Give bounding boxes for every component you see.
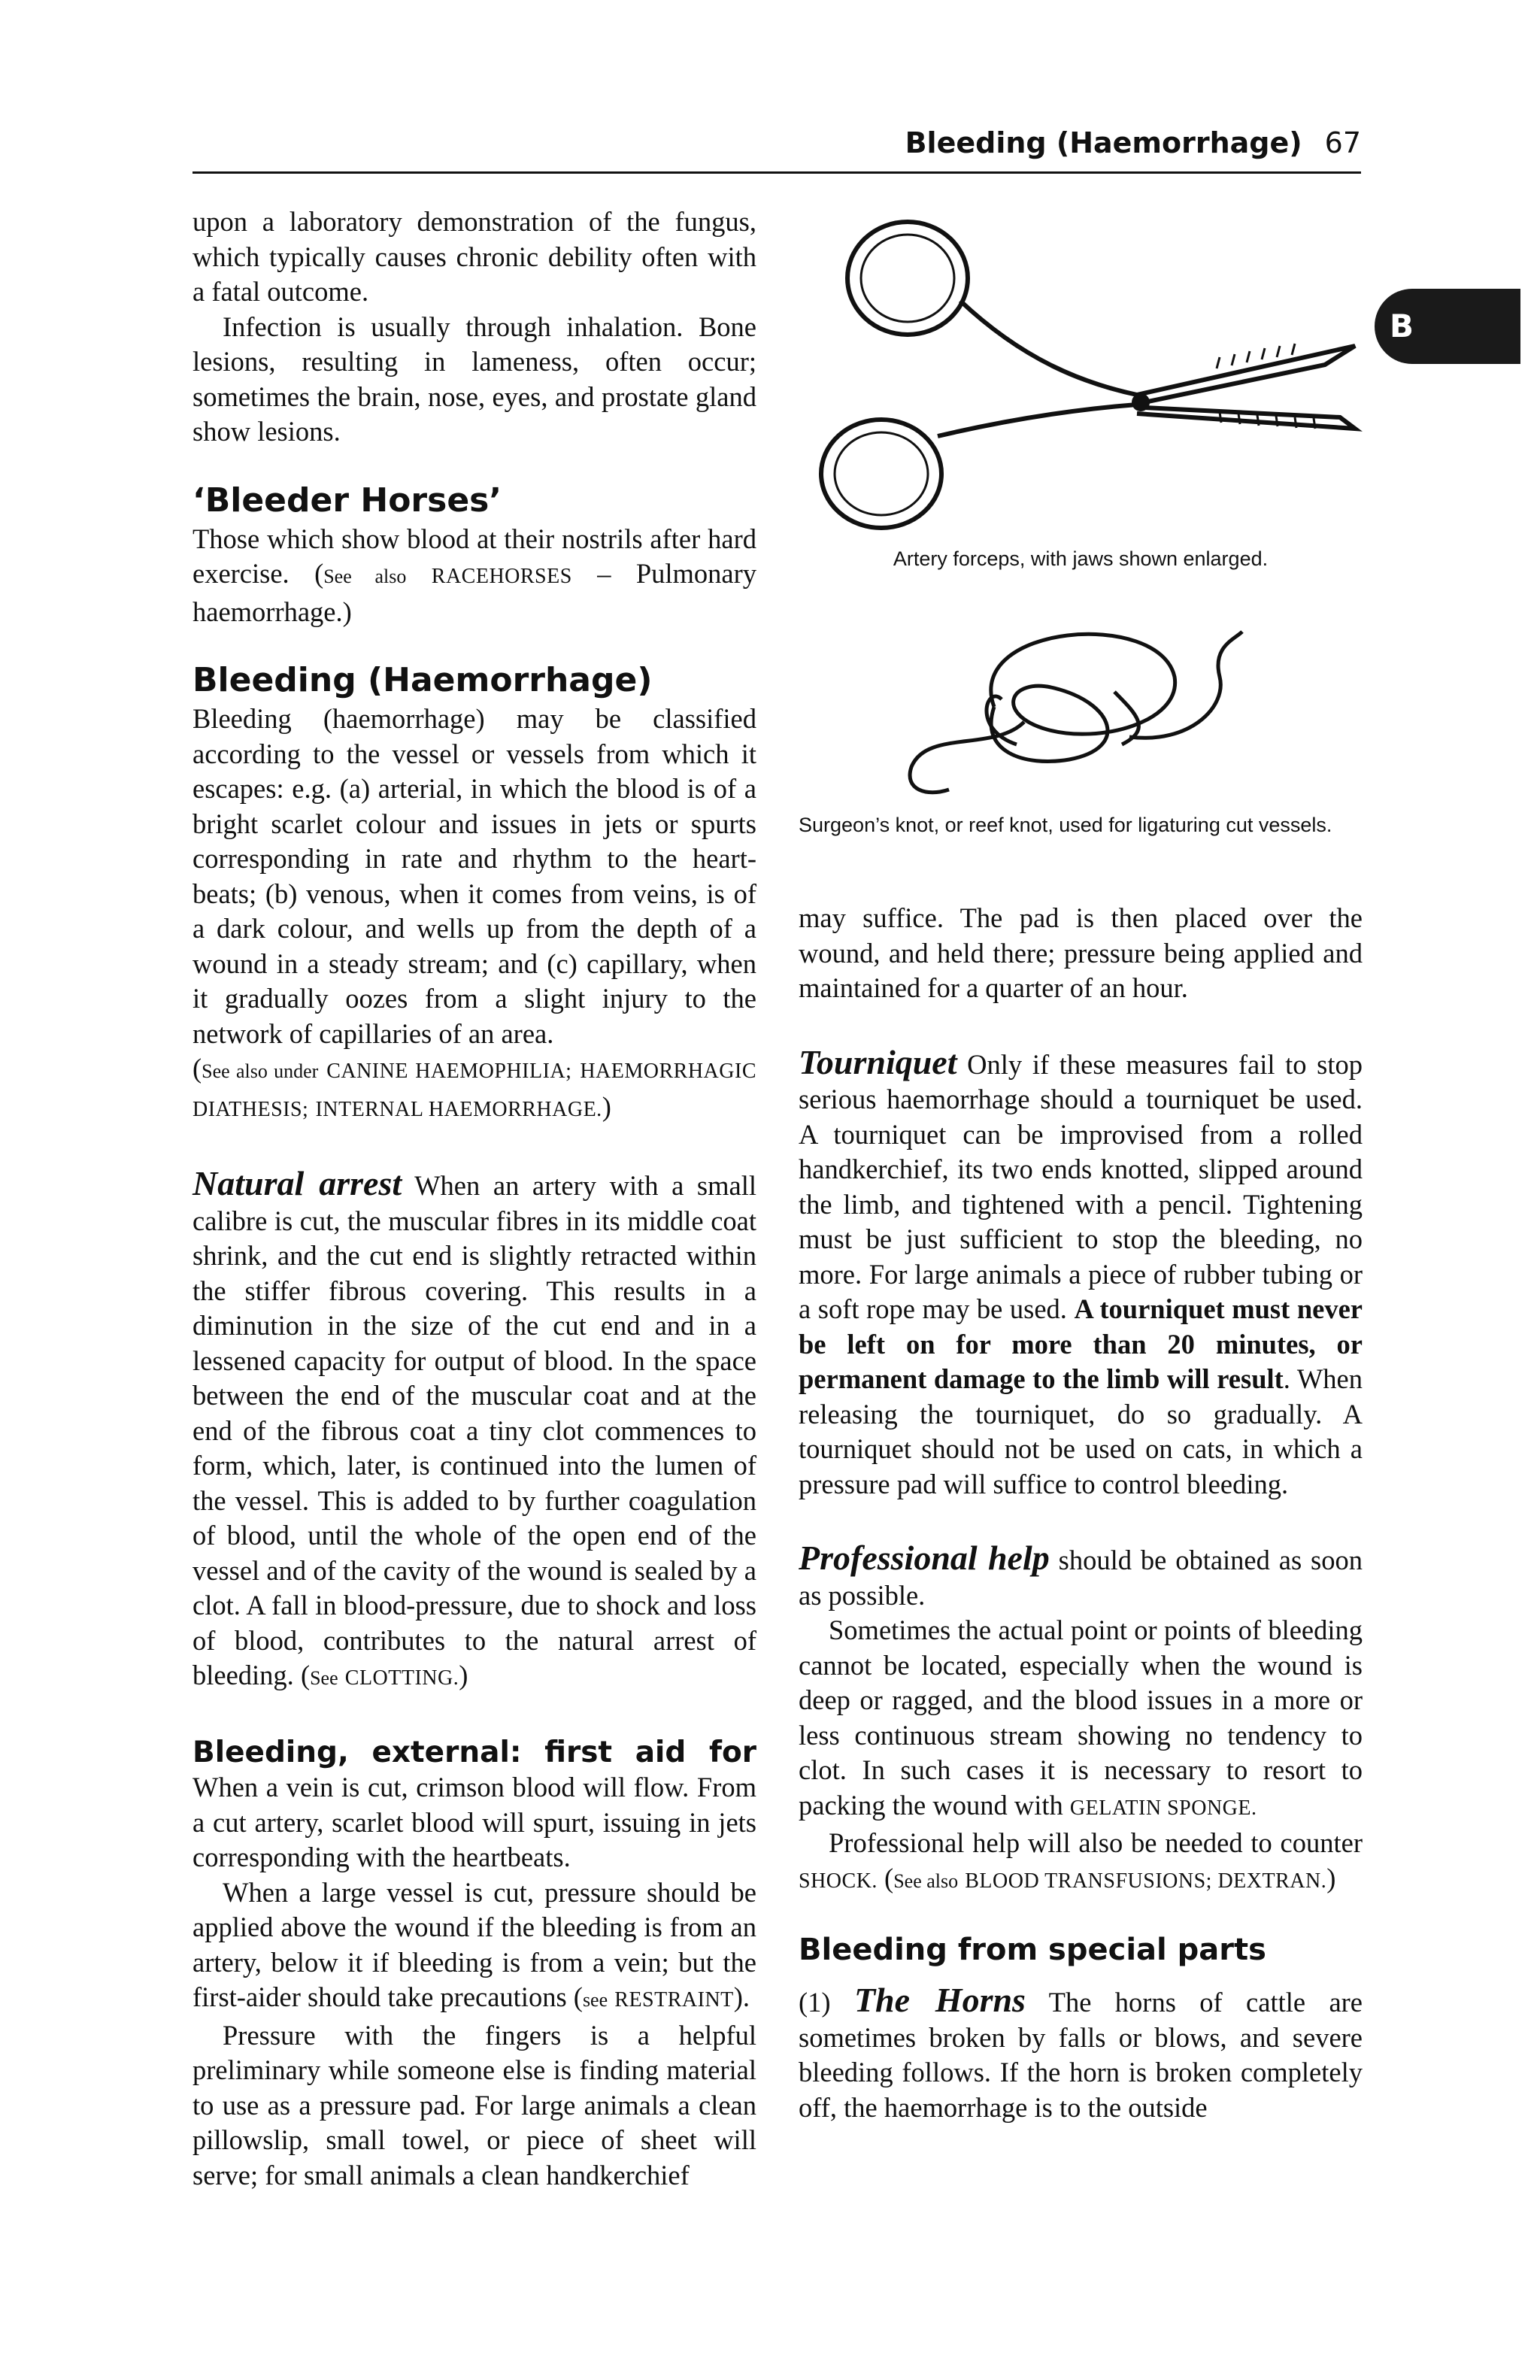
- tourniquet-warning: A tourniquet must never be left on for more than 20 minutes, or permanent damage to the limb will result: [799, 1293, 1363, 1394]
- paragraph-infection: Infection is usually through inhalation. Bone lesions, resulting in lameness, often occur; sometimes the brain, nose, eyes, and prostate gland show lesions.: [192, 311, 756, 447]
- ref-close: ): [459, 1660, 468, 1690]
- subheading-natural-arrest: Natural arrest: [192, 1164, 402, 1202]
- caption-artery-forceps: Artery forceps, with jaws shown enlarged.: [893, 547, 1269, 570]
- header-rule: [192, 171, 1361, 174]
- ref-open: (: [192, 1053, 202, 1084]
- heading-special-parts: Bleeding from special parts: [799, 1933, 1266, 1967]
- paragraph-natural-arrest: [192, 1166, 756, 1696]
- paragraph-tourniquet: [799, 1042, 1363, 1502]
- paragraph-horns: [799, 1983, 1363, 2125]
- ref-close: ): [602, 1090, 611, 1122]
- horns-number: (1): [799, 1987, 831, 2018]
- tourniquet-text: Only if these measures fail to stop serious haemorrhage should a tourniquet be used. A tourniquet can be improvised from a rolled handkerchief, its two ends knotted, slipped around the limb, and tightened with a pencil. Tightening must be just sufficient to stop the bleeding, no more. For large animals a piece of rubber tubing or a soft rope may be used.: [799, 1048, 1363, 1324]
- ref-close: ).: [733, 1981, 750, 2012]
- figure-artery-forceps: [799, 211, 1363, 572]
- running-head: [192, 126, 1361, 168]
- paragraph-pressure: Pressure with the fingers is a helpful preliminary while someone else is finding material to use as a pressure pad. For large animals a clean pillowslip, small towel, or piece of sheet will serve; for small animals a clean handkerchief: [192, 2019, 756, 2191]
- subheading-professional-help: Professional help: [799, 1539, 1050, 1577]
- artery-forceps-drawing: [799, 211, 1363, 541]
- paragraph-professional-help: [799, 1541, 1363, 1613]
- cross-ref-racehorses[interactable]: RACEHORSES: [431, 565, 572, 588]
- heading-bleeding: Bleeding (Haemorrhage): [192, 661, 653, 699]
- cross-ref-clotting[interactable]: CLOTTING.: [344, 1666, 459, 1690]
- paragraph-fungus: upon a laboratory demonstration of the fungus, which typically causes chronic debility often with a fatal outcome.: [192, 206, 756, 307]
- figure-surgeons-knot: [799, 617, 1363, 838]
- heading-external-first-aid: Bleeding, external: first aid for: [192, 1735, 756, 1769]
- tourniquet-text-2: . When releasing the tourniquet, do so gradually. A tourniquet should not be used on cats, in which a pressure pad will suffice to control bleeding.: [799, 1363, 1363, 1499]
- paragraph-bleeder-horses: [192, 522, 756, 630]
- paragraph-packing: [799, 1613, 1363, 1826]
- cross-ref-gelatin-sponge[interactable]: GELATIN SPONGE.: [1069, 1796, 1257, 1820]
- cross-ref-canine-haemophilia[interactable]: CANINE HAEMOPHILIA;: [326, 1060, 572, 1083]
- ref-close: ): [1326, 1862, 1336, 1893]
- ref-open: (: [573, 1981, 583, 2012]
- see: see: [582, 1989, 608, 2011]
- paragraph-pad: may suffice. The pad is then placed over the wound, and held there; pressure being applied and maintained for a quarter of an hour.: [799, 902, 1363, 1003]
- subheading-tourniquet: Tourniquet: [799, 1042, 957, 1081]
- ref-open: (: [884, 1862, 894, 1893]
- bleeder-ref-tail: – Pulmonary haemorrhage.): [192, 558, 756, 627]
- paragraph-external: [192, 1736, 756, 1875]
- see-also: See also: [893, 1869, 959, 1892]
- paragraph-bleeding: Bleeding (haemorrhage) may be classified according to the vessel or vessels from which it escapes: e.g. (a) arterial, in which the blood is of a bright scarlet colour and issues in jets or spurts corresponding in rate and rhythm to the heart-beats; (b) venous, when it comes from veins, is of a dark colour, and wells up from the depth of a wound in a steady stream; and (c) capillary, when it gradually oozes from a slight injury to the network of capillaries of an area.: [192, 703, 756, 1049]
- ref-open: (: [300, 1660, 311, 1690]
- caption-surgeons-knot: Surgeon’s knot, or reef knot, used for ligaturing cut vessels.: [799, 814, 1332, 836]
- page-number: 67: [1324, 126, 1361, 159]
- right-column: [799, 901, 1363, 2125]
- cross-ref-internal-haemorrhage[interactable]: INTERNAL HAEMORRHAGE.: [315, 1097, 602, 1121]
- shock-text: Professional help will also be needed to counter: [829, 1827, 1363, 1858]
- cross-ref-shock[interactable]: SHOCK.: [799, 1869, 878, 1893]
- external-text: When a vein is cut, crimson blood will flow. From a cut artery, scarlet blood will spurt, issuing in jets corresponding with the heartbeats.: [192, 1772, 756, 1872]
- left-column: [192, 205, 756, 2193]
- see-also: See also: [323, 565, 407, 587]
- running-head-title: Bleeding (Haemorrhage): [905, 126, 1302, 159]
- paragraph-bleeding-refs: [192, 1051, 756, 1127]
- heading-bleeder-horses: ‘Bleeder Horses’: [192, 481, 502, 520]
- cross-ref-haemorrhagic-diathesis[interactable]: HAEMORRHAGIC DIATHESIS;: [192, 1060, 756, 1121]
- large-vessel-text: When a large vessel is cut, pressure should be applied above the wound if the bleeding is from an artery, below it if bleeding is from a vein; but the first-aider should take precautions: [192, 1876, 756, 2012]
- see-also: See also under: [202, 1060, 319, 1082]
- paragraph-shock: [799, 1826, 1363, 1899]
- ref-open: (: [314, 558, 324, 589]
- packing-text: Sometimes the actual point or points of bleeding cannot be located, especially when the wound is deep or ragged, and the blood issues in a more or less continuous stream showing no tendency to clot. In such cases it is necessary to resort to packing the wound with: [799, 1614, 1363, 1821]
- natural-text: When an artery with a small calibre is cut, the muscular fibres in its middle coat shrink, and the cut end is slightly retracted within the stiffer fibrous covering. This results in a diminution in the size of the cut end and in a lessened capacity for output of blood. In the space between the end of the muscular coat and at the end of the fibrous coat a tiny clot commences to form, which, later, is continued into the lumen of the vessel. This is added to by further coagulation of blood, until the whole of the open end of the vessel and of the cavity of the wound is sealed by a clot. A fall in blood-pressure, due to shock and loss of blood, contributes to the natural arrest of bleeding.: [192, 1170, 757, 1690]
- surgeons-knot-drawing: [799, 617, 1363, 805]
- horns-text: The horns of cattle are sometimes broken by falls or blows, and severe bleeding follows. If the horn is broken completely off, the haemorrhage is to the outside: [799, 1987, 1363, 2123]
- see: See: [310, 1667, 338, 1689]
- subheading-horns: The Horns: [853, 1981, 1026, 2019]
- cross-ref-restraint[interactable]: RESTRAINT: [614, 1988, 734, 2012]
- paragraph-large-vessel: [192, 1875, 756, 2018]
- section-tab: B: [1375, 289, 1520, 364]
- professional-text: should be obtained as soon as possible.: [799, 1545, 1363, 1611]
- bleeder-text: Those which show blood at their nostrils after hard exercise.: [192, 523, 756, 589]
- cross-ref-blood-transfusions-dextran[interactable]: BLOOD TRANSFUSIONS; DEXTRAN.: [965, 1869, 1327, 1893]
